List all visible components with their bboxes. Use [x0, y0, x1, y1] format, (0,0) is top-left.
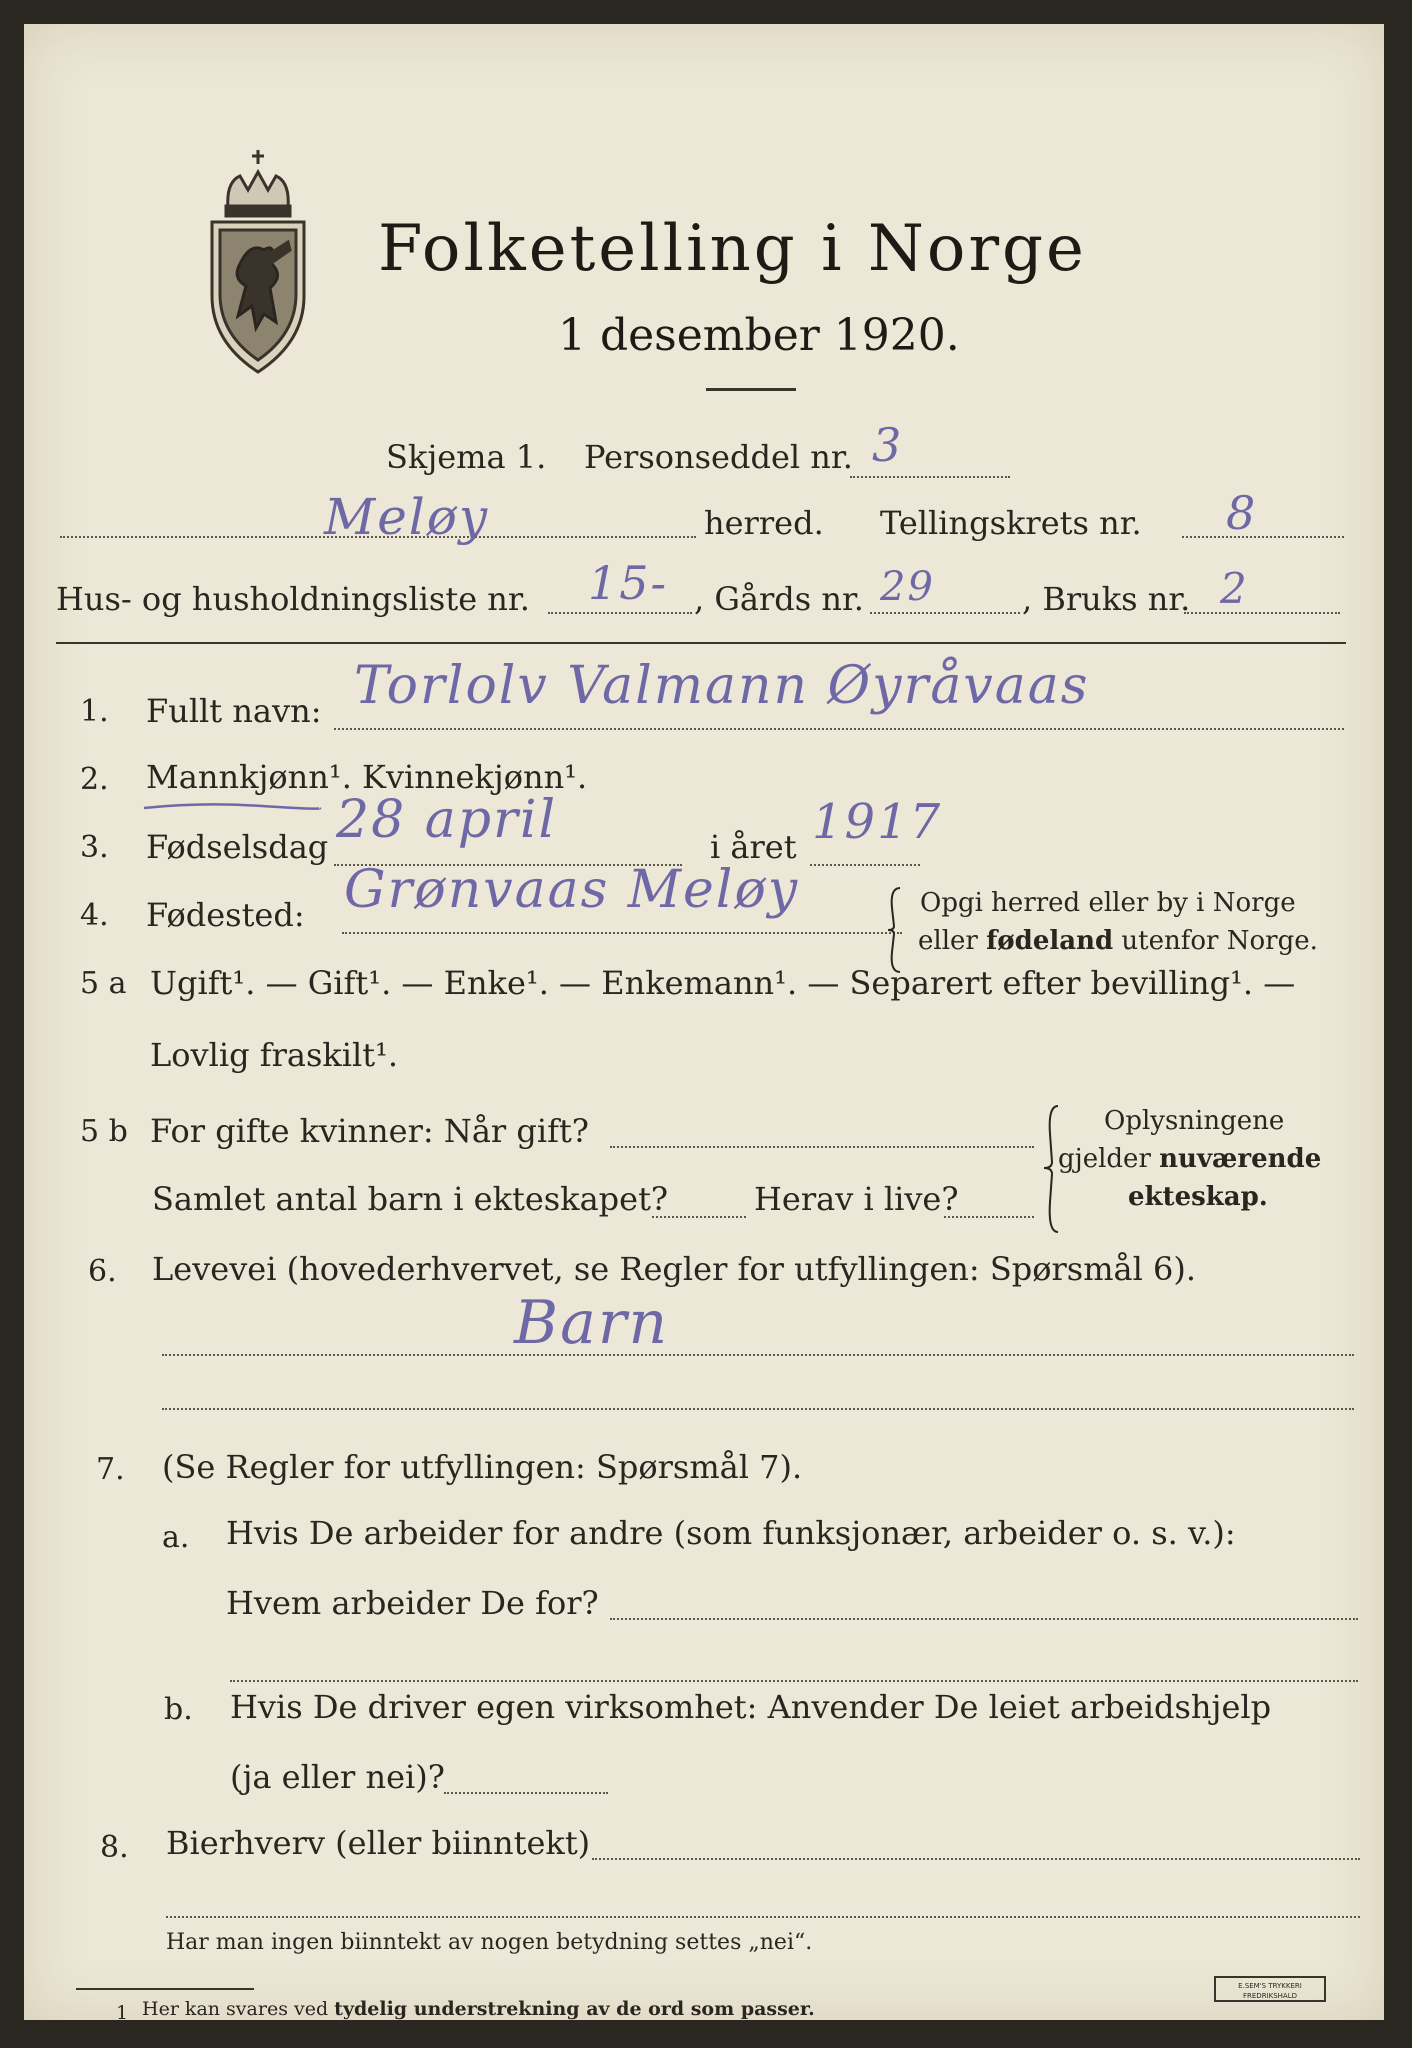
printer-line2: FREDRIKSHALD: [1242, 1992, 1297, 2000]
q7b-line1: Hvis De driver egen virksomhet: Anvender De leiet arbeidshjelp: [230, 1688, 1272, 1726]
gards-value[interactable]: 29: [880, 564, 935, 610]
tellingskrets-value[interactable]: 8: [1226, 486, 1258, 540]
footnote-marker: 1: [116, 2002, 129, 2024]
q8-label: Bierhverv (eller biinntekt): [166, 1824, 591, 1862]
q5b-married-line: [610, 1146, 1034, 1148]
coat-of-arms-icon: [206, 146, 310, 378]
gards-label: , Gårds nr.: [694, 580, 864, 618]
personseddel-line: [850, 476, 1010, 478]
q8-line2: [166, 1916, 1360, 1918]
q4-note-text-c: utenfor Norge.: [1113, 926, 1318, 956]
q2-sex-options[interactable]: Mannkjønn¹. Kvinnekjønn¹.: [146, 758, 588, 796]
q5a-marital-options-line2[interactable]: Lovlig fraskilt¹.: [150, 1036, 399, 1074]
q6-line2: [162, 1408, 1354, 1410]
q3-number: 3.: [80, 830, 109, 865]
header-divider: [56, 642, 1346, 644]
q5b-note-text-c: ekteskap.: [1128, 1182, 1268, 1212]
q1-number: 1.: [80, 694, 109, 729]
q2-number: 2.: [80, 762, 109, 797]
gards-line: [870, 612, 1020, 614]
q5b-note-line3: [1128, 1182, 1268, 1212]
skjema-label: Skjema 1.: [386, 438, 547, 476]
q3-year-value[interactable]: 1917: [812, 794, 943, 850]
q8-number: 8.: [100, 1830, 129, 1865]
form-title: Folketelling i Norge: [378, 212, 1087, 286]
q5b-note-text-a: gjelder: [1058, 1144, 1160, 1174]
q4-number: 4.: [80, 898, 109, 933]
q5b-note-line1: Oplysningene: [1104, 1106, 1285, 1136]
bruks-label: , Bruks nr.: [1022, 580, 1191, 618]
q7a-employer-line: [610, 1618, 1358, 1620]
tellingskrets-label: Tellingskrets nr.: [880, 504, 1142, 542]
q3-birthday-value[interactable]: 28 april: [336, 790, 558, 850]
q7a-line1: Hvis De arbeider for andre (som funksjonær, arbeider o. s. v.):: [226, 1514, 1236, 1552]
q5b-children-line: [652, 1216, 746, 1218]
bruks-value[interactable]: 2: [1220, 564, 1249, 613]
q8-line1: [592, 1858, 1360, 1860]
q5b-line1: For gifte kvinner: Når gift?: [150, 1112, 589, 1150]
census-form-page: [24, 24, 1384, 2024]
q4-birthplace-value[interactable]: Grønvaas Meløy: [344, 860, 800, 920]
q4-line: [342, 932, 902, 934]
q1-label: Fullt navn:: [146, 692, 322, 730]
q3-label: Fødselsdag: [146, 828, 329, 866]
q2-underline-mark: [142, 800, 322, 814]
q7b-letter: b.: [164, 1692, 193, 1727]
q6-label: Levevei (hovederhvervet, se Regler for utfyllingen: Spørsmål 6).: [152, 1250, 1197, 1288]
q6-occupation-value[interactable]: Barn: [514, 1288, 670, 1358]
footnote-text: [142, 1998, 815, 2020]
q6-line1: [162, 1354, 1354, 1356]
husliste-line: [548, 612, 692, 614]
q4-note-text-a: eller: [918, 926, 987, 956]
q7-number: 7.: [96, 1452, 125, 1487]
q7-label: (Se Regler for utfyllingen: Spørsmål 7).: [162, 1448, 803, 1486]
q4-note-text-b: fødeland: [986, 926, 1114, 956]
herred-value[interactable]: Meløy: [324, 488, 490, 546]
q5b-number: 5 b: [80, 1114, 128, 1149]
q5b-note-line2: [1058, 1144, 1321, 1174]
q8-note: Har man ingen biinntekt av nogen betydning settes „nei“.: [166, 1930, 813, 1955]
title-divider: [706, 388, 796, 391]
q4-note-line1: Opgi herred eller by i Norge: [920, 888, 1296, 918]
q5a-marital-options[interactable]: Ugift¹. — Gift¹. — Enke¹. — Enkemann¹. — Separert efter bevilling¹. —: [150, 964, 1296, 1002]
q7b-answer-line: [444, 1792, 608, 1794]
printer-stamp: [1214, 1976, 1326, 2002]
q5b-alive-label: Herav i live?: [754, 1180, 959, 1218]
q3-year-line: [810, 864, 920, 866]
q1-line: [334, 728, 1344, 730]
husliste-label: Hus- og husholdningsliste nr.: [56, 580, 530, 618]
footnote-rule: [76, 1988, 254, 1990]
q7b-line2: (ja eller nei)?: [230, 1758, 445, 1796]
personseddel-value[interactable]: 3: [872, 418, 904, 472]
bruks-line: [1184, 612, 1340, 614]
q5b-note-text-b: nuværende: [1159, 1144, 1322, 1174]
herred-label: herred.: [704, 504, 824, 542]
q4-note-line2: [918, 926, 1318, 956]
q6-number: 6.: [88, 1254, 117, 1289]
q4-label: Fødested:: [146, 896, 305, 934]
q4-brace-icon: [886, 886, 904, 974]
q3-year-label: i året: [710, 828, 797, 866]
q5b-alive-line: [944, 1216, 1034, 1218]
personseddel-label: Personseddel nr.: [584, 438, 853, 476]
tellingskrets-line: [1182, 536, 1344, 538]
q1-full-name-value[interactable]: Torlolv Valmann Øyråvaas: [354, 656, 1090, 716]
footnote-text-b: tydelig understrekning av de ord som passer.: [334, 1998, 815, 2020]
q7a-employer-line2: [230, 1680, 1358, 1682]
printer-line1: E.SEM'S TRYKKERI: [1238, 1982, 1302, 1990]
census-date: 1 desember 1920.: [558, 310, 960, 361]
q5a-number: 5 a: [80, 966, 127, 1001]
q7a-line2: Hvem arbeider De for?: [226, 1584, 599, 1622]
footnote-text-a: Her kan svares ved: [142, 1998, 335, 2020]
q5b-children-label: Samlet antal barn i ekteskapet?: [152, 1180, 669, 1218]
q7a-letter: a.: [162, 1520, 190, 1555]
husliste-value[interactable]: 15-: [588, 556, 669, 610]
